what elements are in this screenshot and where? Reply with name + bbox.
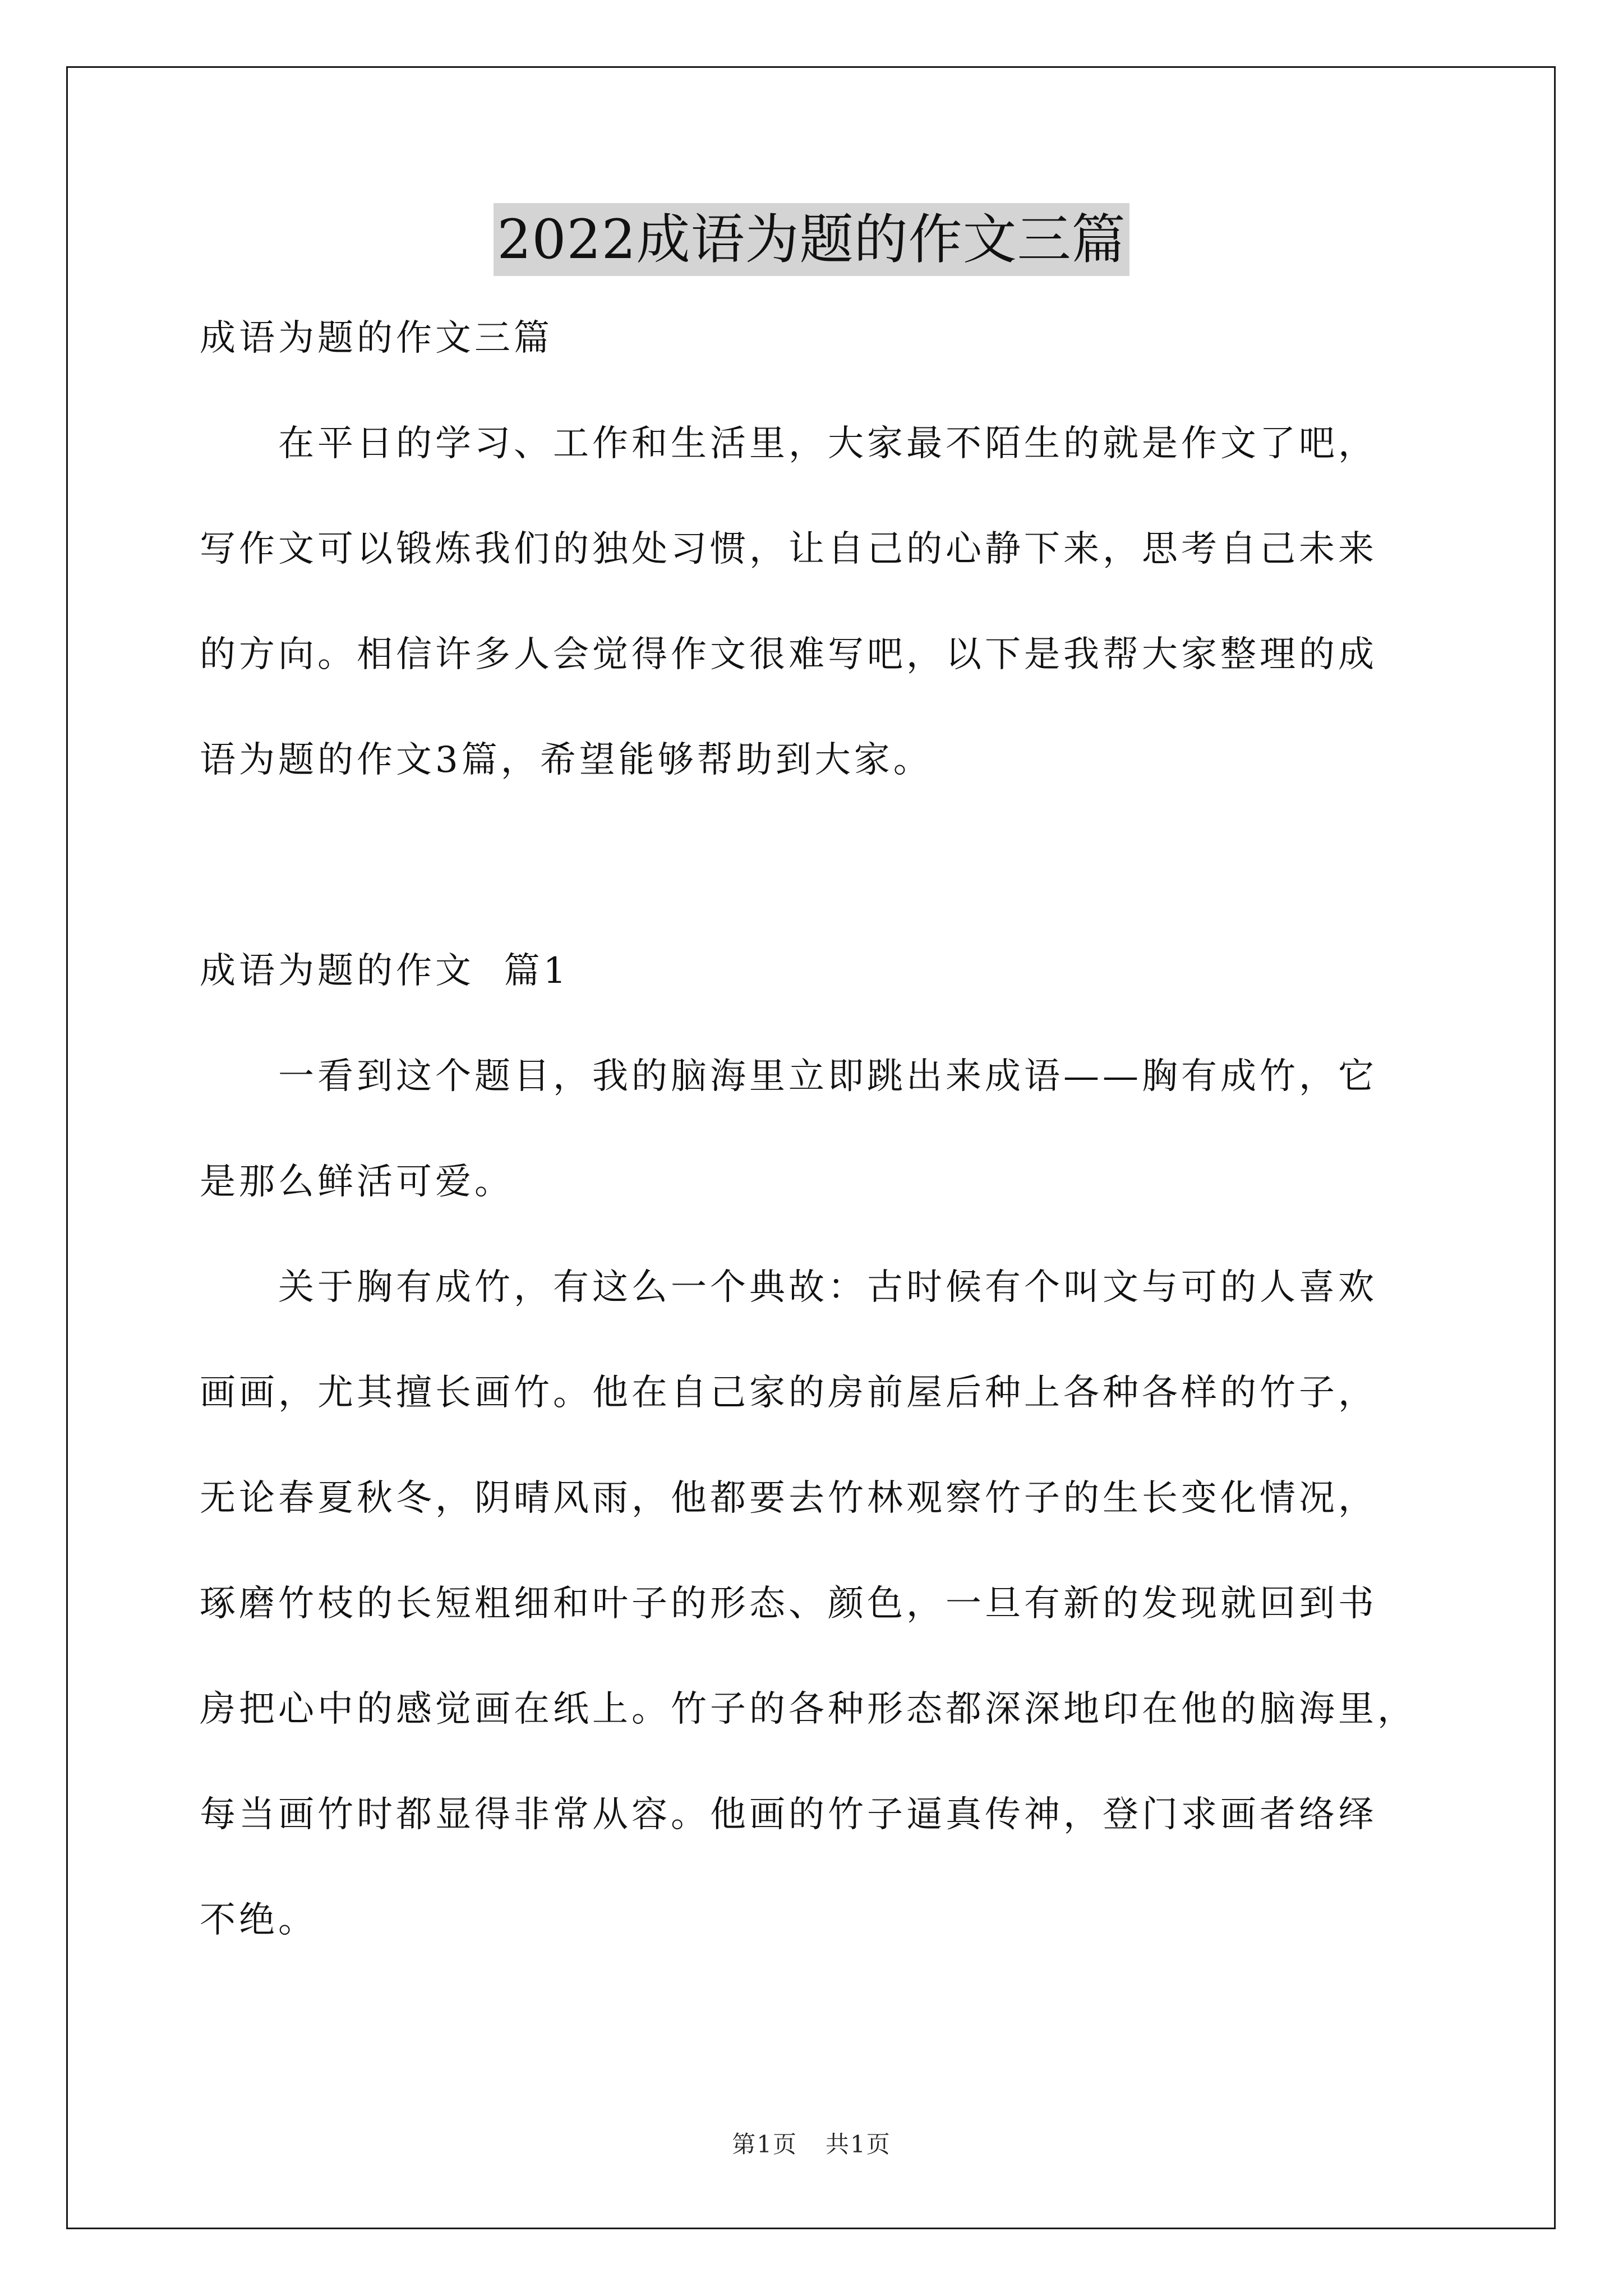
paragraph-line: 关于胸有成竹，有这么一个典故：古时候有个叫文与可的人喜欢 xyxy=(278,1267,1377,1308)
spacer xyxy=(200,835,1433,940)
intro-line: 写作文可以锻炼我们的独处习惯，让自己的心静下来，思考自己未来 xyxy=(200,528,1377,570)
paragraph-line: 无论春夏秋冬，阴晴风雨，他都要去竹林观察竹子的生长变化情况， xyxy=(200,1478,1377,1519)
paragraph-line: 每当画竹时都显得非常从容。他画的竹子逼真传神，登门求画者络绎 xyxy=(200,1794,1377,1835)
intro-line: 在平日的学习、工作和生活里，大家最不陌生的就是作文了吧， xyxy=(278,423,1377,464)
intro-line: 语为题的作文3篇，希望能够帮助到大家。 xyxy=(200,739,933,781)
paragraph-line: 画画，尤其擅长画竹。他在自己家的房前屋后种上各种各样的竹子， xyxy=(200,1372,1377,1414)
intro-line: 的方向。相信许多人会觉得作文很难写吧，以下是我帮大家整理的成 xyxy=(200,634,1377,675)
document-subtitle: 成语为题的作文三篇 xyxy=(200,318,553,359)
paragraph-line: 一看到这个题目，我的脑海里立即跳出来成语——胸有成竹，它 xyxy=(278,1056,1377,1097)
page-count: 共1页 xyxy=(826,2131,891,2158)
paragraph-line: 是那么鲜活可爱。 xyxy=(200,1161,514,1203)
page-number: 第1页 xyxy=(732,2131,797,2158)
document-body xyxy=(200,307,1433,1995)
document-title: 2022成语为题的作文三篇 xyxy=(494,203,1129,276)
section-heading: 成语为题的作文 篇1 xyxy=(200,950,570,992)
page-footer xyxy=(0,2126,1623,2160)
title-container xyxy=(0,203,1623,276)
paragraph-line: 不绝。 xyxy=(200,1899,317,1941)
paragraph-line: 琢磨竹枝的长短粗细和叶子的形态、颜色，一旦有新的发现就回到书 xyxy=(200,1583,1377,1625)
paragraph-line: 房把心中的感觉画在纸上。竹子的各种形态都深深地印在他的脑海里， xyxy=(200,1688,1417,1730)
